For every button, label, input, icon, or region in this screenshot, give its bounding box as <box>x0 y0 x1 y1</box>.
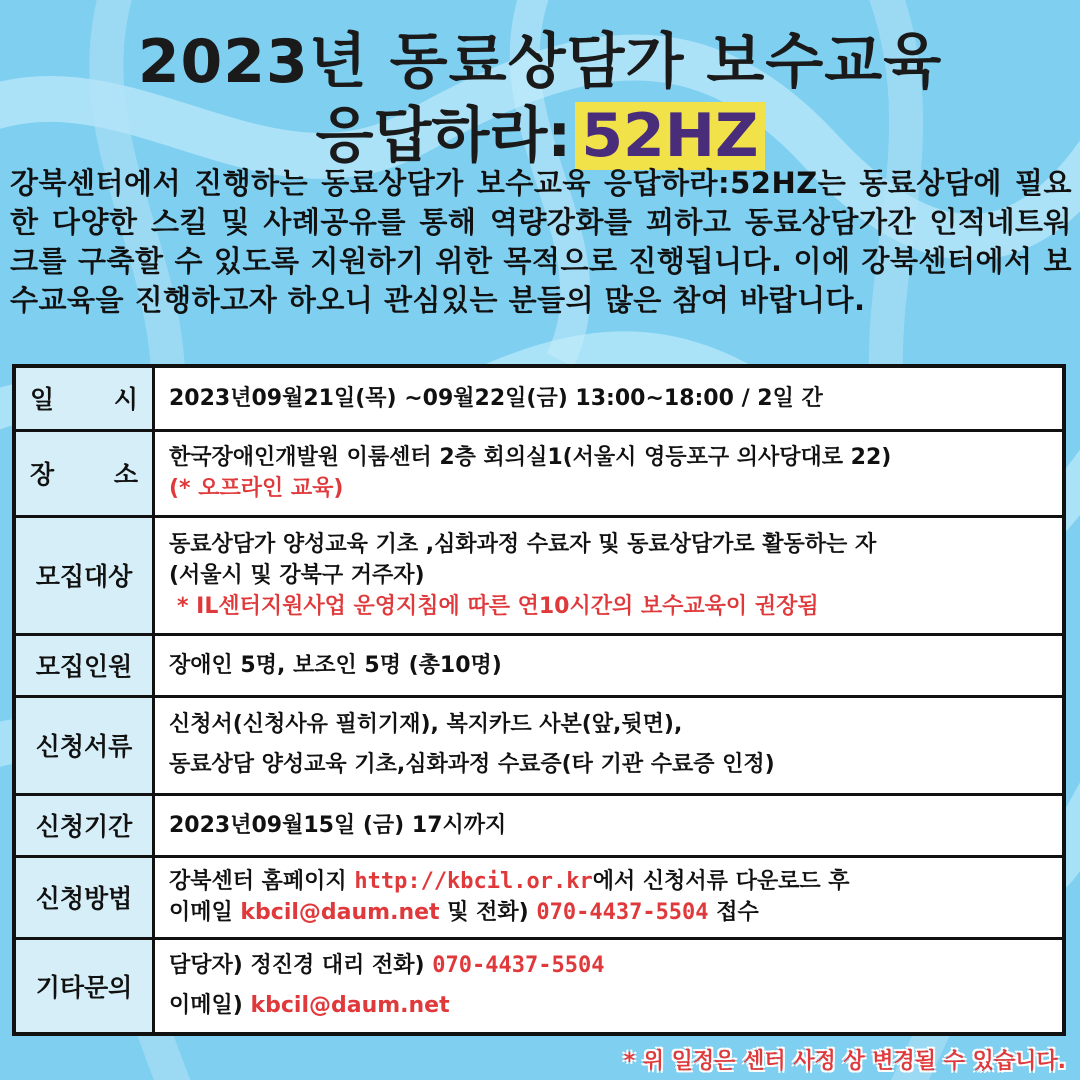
contact-phone[interactable]: 070-4437-5504 <box>432 952 605 978</box>
method-text-1: 강북센터 홈페이지 <box>169 869 355 894</box>
value-period: 2023년09월15일 (금) 17시까지 <box>154 794 1065 856</box>
label-method: 신청방법 <box>14 856 154 938</box>
label-date-a: 일 <box>30 385 55 415</box>
target-line-1: 동료상담가 양성교육 기초 ,심화과정 수료자 및 동료상담가로 활동하는 자 <box>169 531 877 557</box>
documents-line-1: 신청서(신청사유 필히기재), 복지카드 사본(앞,뒷면), <box>169 712 683 737</box>
row-period <box>14 794 1064 856</box>
footnote: * 위 일정은 센터 사정 상 변경될 수 있습니다. <box>623 1049 1066 1074</box>
method-text-2: 에서 신청서류 다운로드 후 <box>592 869 850 894</box>
contact-text-1: 담당자) 정진경 대리 전화) <box>169 952 433 978</box>
row-method <box>14 856 1064 938</box>
contact-text-2: 이메일) <box>169 992 251 1018</box>
method-line-2 <box>169 897 1048 928</box>
method-text-5: 접수 <box>708 900 759 925</box>
row-documents <box>14 696 1064 794</box>
title-line-2 <box>0 88 1080 174</box>
value-place <box>154 430 1065 516</box>
place-note: (* 오프라인 교육) <box>169 476 344 501</box>
row-date <box>14 366 1064 430</box>
label-documents: 신청서류 <box>14 696 154 794</box>
label-place-a: 장 <box>30 460 55 489</box>
row-target <box>14 516 1064 634</box>
row-contact <box>14 938 1064 1034</box>
title-prefix: 응답하라: <box>315 101 572 171</box>
documents-line-2: 동료상담 양성교육 기초,심화과정 수료증(타 기관 수료증 인정) <box>169 752 775 777</box>
label-target: 모집대상 <box>14 516 154 634</box>
value-target <box>154 516 1065 634</box>
label-contact: 기타문의 <box>14 938 154 1034</box>
homepage-link[interactable]: http://kbcil.or.kr <box>354 869 593 894</box>
info-table <box>12 364 1066 1036</box>
row-place <box>14 430 1064 516</box>
method-line-1 <box>169 866 1048 897</box>
row-capacity <box>14 634 1064 696</box>
title-line-1: 2023년 동료상담가 보수교육 <box>137 27 943 97</box>
contact-line-1 <box>169 946 1048 986</box>
label-place-b: 소 <box>113 460 138 489</box>
method-phone[interactable]: 070-4437-5504 <box>536 900 709 925</box>
title-highlight-52hz: 52HZ <box>575 102 764 170</box>
target-line-3: * IL센터지원사업 운영지침에 따른 연10시간의 보수교육이 권장됨 <box>177 593 819 619</box>
value-capacity: 장애인 5명, 보조인 5명 (총10명) <box>154 634 1065 696</box>
place-address: 한국장애인개발원 이룸센터 2층 회의실1(서울시 영등포구 의사당대로 22) <box>169 445 892 470</box>
method-text-4: 및 전화) <box>439 900 537 925</box>
contact-email-link[interactable]: kbcil@daum.net <box>250 992 450 1018</box>
value-documents <box>154 696 1065 794</box>
intro-paragraph: 강북센터에서 진행하는 동료상담가 보수교육 응답하라:52HZ는 동료상담에 필요한 다양한 스킬 및 사례공유를 통해 역량강화를 꾀하고 동료상담가간 인적네트워크를 구축할 수 있도록 지원하기 위한 목적으로 진행됩니다. 이에 강북센터에서 보수교육을 진행하고자 하오니 관심있는 분들의 많은 참여 바랍니다. <box>10 166 1072 317</box>
label-period: 신청기간 <box>14 794 154 856</box>
target-line-2: (서울시 및 강북구 거주자) <box>169 562 425 588</box>
method-email-link[interactable]: kbcil@daum.net <box>240 900 440 925</box>
label-date-b: 시 <box>113 385 138 415</box>
value-contact <box>154 938 1065 1034</box>
method-text-3: 이메일 <box>169 900 241 925</box>
label-date <box>14 366 154 430</box>
value-date: 2023년09월21일(목) ~09월22일(금) 13:00~18:00 / 2일 간 <box>154 366 1065 430</box>
label-capacity: 모집인원 <box>14 634 154 696</box>
label-place <box>14 430 154 516</box>
value-method <box>154 856 1065 938</box>
contact-line-2 <box>169 986 1048 1026</box>
